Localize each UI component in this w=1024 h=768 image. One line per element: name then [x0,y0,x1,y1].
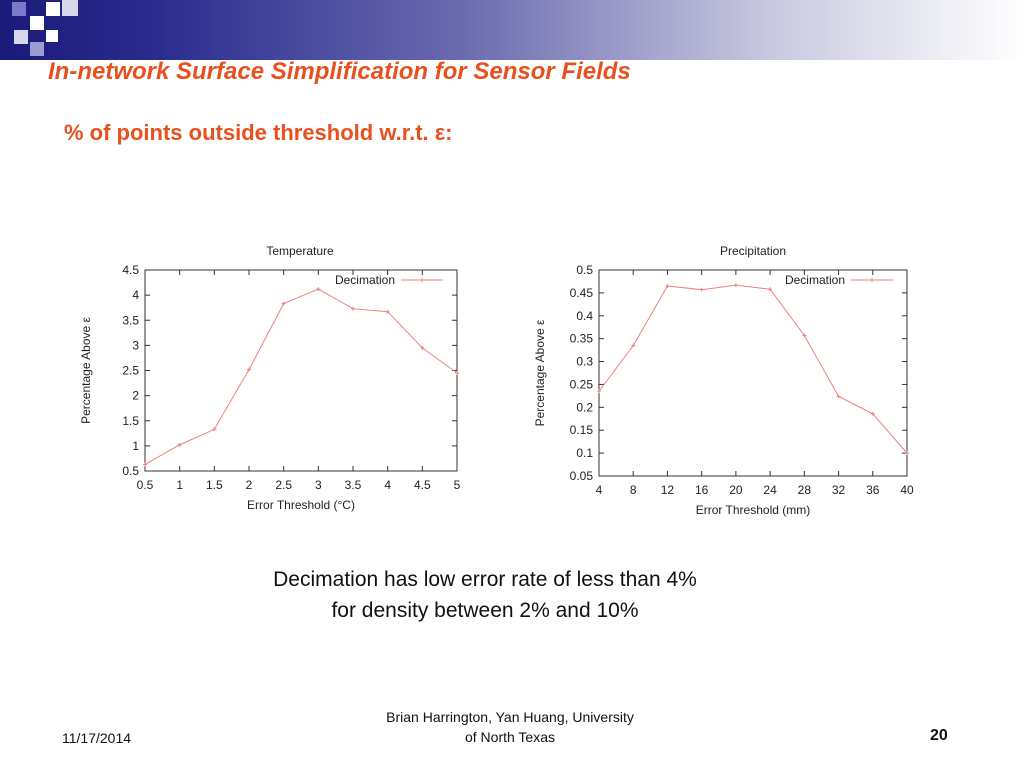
data-point [143,462,147,466]
precipitation-chart [510,232,930,522]
x-tick-label: 20 [729,483,743,497]
y-tick-label: 4.5 [122,263,139,277]
x-axis-label: Error Threshold (mm) [695,503,811,517]
conclusion-line: Decimation has low error rate of less than 4% [273,568,697,591]
chart-title: Temperature [266,244,334,258]
deco-square [30,16,44,30]
x-tick-label: 32 [831,483,846,497]
chart-title: Precipitation [719,244,787,258]
y-tick-label: 4 [132,288,139,303]
x-tick-label: 4.5 [413,478,431,492]
y-tick-label: 2 [132,388,139,403]
x-tick-label: 28 [797,483,812,497]
deco-square [12,2,26,16]
x-tick-label: 16 [694,483,709,497]
data-point [700,288,704,292]
data-point [734,283,738,287]
x-tick-label: 1 [176,478,184,492]
y-tick-label: 0.1 [576,446,593,461]
x-tick-label: 40 [900,483,914,497]
y-tick-label: 0.5 [122,464,139,478]
x-tick-label: 1.5 [205,478,223,492]
conclusion-text [200,564,770,626]
series-line [599,285,907,453]
footer-author-line: of North Texas [464,729,555,745]
y-tick-label: 0.05 [569,469,593,483]
legend-label: Decimation [334,273,395,287]
x-tick-label: 12 [660,483,675,497]
series-line [145,289,457,464]
x-tick-label: 2.5 [275,478,293,492]
y-tick-label: 1.5 [122,413,139,428]
x-tick-label: 5 [453,478,461,492]
y-tick-label: 1 [132,438,139,453]
x-tick-label: 3.5 [344,478,362,492]
data-point [247,367,251,371]
footer-date: 11/17/2014 [62,730,132,746]
y-tick-label: 0.2 [576,400,593,415]
x-tick-label: 2 [245,478,253,492]
x-axis-label: Error Threshold (°C) [247,498,355,512]
data-point [212,427,216,431]
plot-frame [145,270,457,471]
y-tick-label: 2.5 [122,363,139,378]
legend-marker [420,278,424,282]
slide-subtitle: % of points outside threshold w.r.t. ε: [64,120,453,145]
slide-title: In-network Surface Simplification for Sensor Fields [48,58,631,85]
x-tick-label: 3 [314,478,322,492]
data-point [665,284,669,288]
y-tick-label: 0.35 [569,331,593,346]
data-point [316,287,320,291]
y-tick-label: 0.5 [576,263,593,277]
y-tick-label: 3.5 [122,313,139,328]
y-axis-label: Percentage Above ε [533,319,547,427]
plot-frame [599,270,907,476]
data-point [837,394,841,398]
footer-author-line: Brian Harrington, Yan Huang, University [386,709,634,725]
header-banner [0,0,1024,60]
x-tick-label: 0.5 [136,478,154,492]
deco-square [46,30,58,42]
deco-square [30,42,44,56]
data-point [351,307,355,311]
deco-square [14,30,28,44]
legend-marker [870,278,874,282]
data-point [282,302,286,306]
page-number: 20 [930,727,948,744]
footer-author [330,707,690,747]
data-point [178,443,182,447]
y-tick-label: 0.3 [576,354,593,369]
y-tick-label: 0.15 [569,423,593,438]
x-tick-label: 4 [595,483,603,497]
y-axis-label: Percentage Above ε [79,317,93,424]
legend-label: Decimation [784,273,845,287]
temperature-chart [60,232,480,522]
x-tick-label: 24 [763,483,777,497]
x-tick-label: 4 [384,478,392,492]
y-tick-label: 0.45 [569,285,593,300]
x-tick-label: 36 [866,483,880,497]
y-tick-label: 3 [132,338,139,353]
x-tick-label: 8 [629,483,637,497]
y-tick-label: 0.4 [576,308,593,323]
y-tick-label: 0.25 [569,377,593,392]
deco-square [46,2,60,16]
deco-square [62,0,78,16]
conclusion-line: for density between 2% and 10% [331,599,639,622]
